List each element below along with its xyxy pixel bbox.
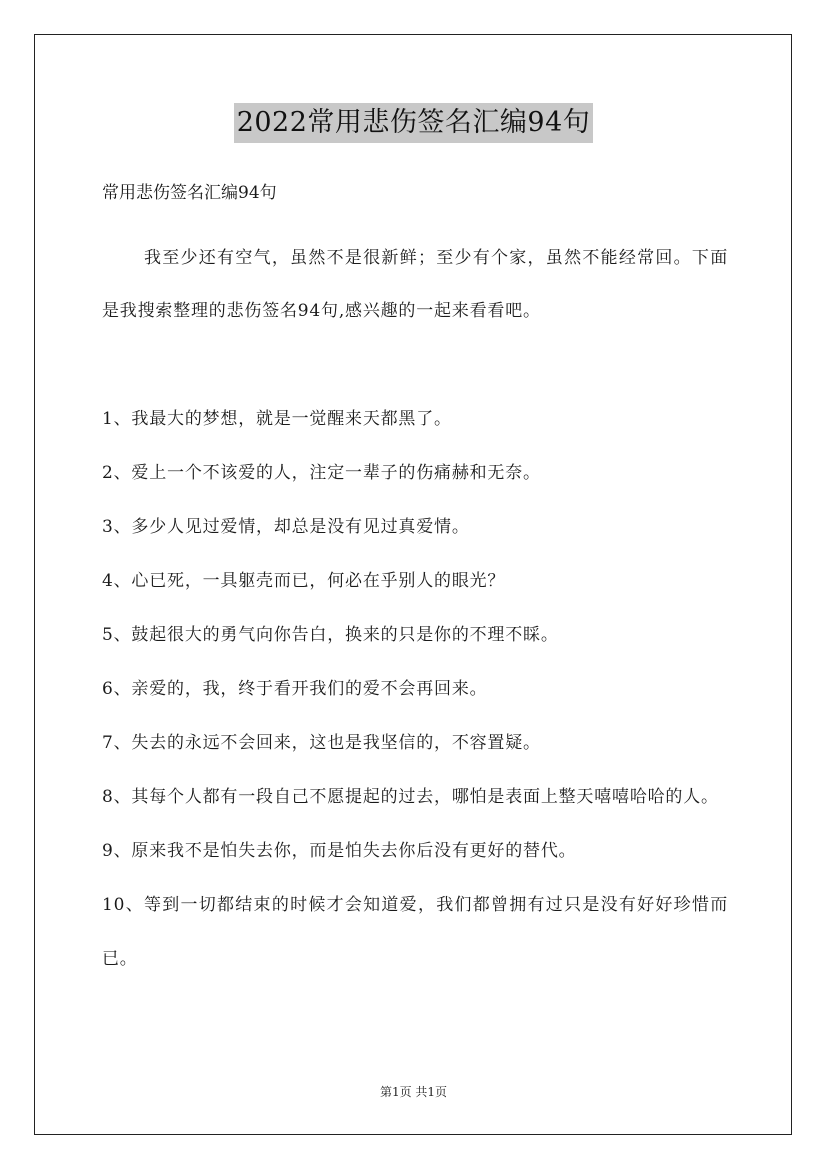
list-item: 6、亲爱的，我，终于看开我们的爱不会再回来。: [102, 679, 488, 699]
list-item: 4、心已死，一具躯壳而已，何必在乎别人的眼光？: [102, 571, 506, 591]
list-item: 2、爱上一个不该爱的人，注定一辈子的伤痛赫和无奈。: [102, 463, 541, 483]
page-number-label: 第1页 共1页: [379, 1085, 448, 1099]
list-item: 1、我最大的梦想，就是一觉醒来天都黑了。: [102, 409, 452, 429]
list-item: 8、其每个人都有一段自己不愿提起的过去，哪怕是表面上整天嘻嘻哈哈的人。: [102, 787, 719, 807]
list-item: 5、鼓起很大的勇气向你告白，换来的只是你的不理不睬。: [102, 625, 559, 645]
list-item: 9、原来我不是怕失去你，而是怕失去你后没有更好的替代。: [102, 841, 577, 861]
signature-list: [102, 392, 728, 986]
list-item: 3、多少人见过爱情，却总是没有见过真爱情。: [102, 517, 470, 537]
document-title: 2022常用悲伤签名汇编94句: [234, 103, 594, 143]
document-subtitle: 常用悲伤签名汇编94句: [102, 183, 277, 203]
list-item: 10、等到一切都结束的时候才会知道爱，我们都曾拥有过只是没有好好珍惜而已。: [102, 895, 728, 969]
list-item: 7、失去的永远不会回来，这也是我坚信的，不容置疑。: [102, 733, 541, 753]
intro-paragraph: 我至少还有空气，虽然不是很新鲜；至少有个家，虽然不能经常回。下面是我搜索整理的悲伤签名94句,感兴趣的一起来看看吧。: [102, 248, 728, 321]
title-container: [0, 103, 827, 143]
page-footer: [0, 1083, 827, 1101]
